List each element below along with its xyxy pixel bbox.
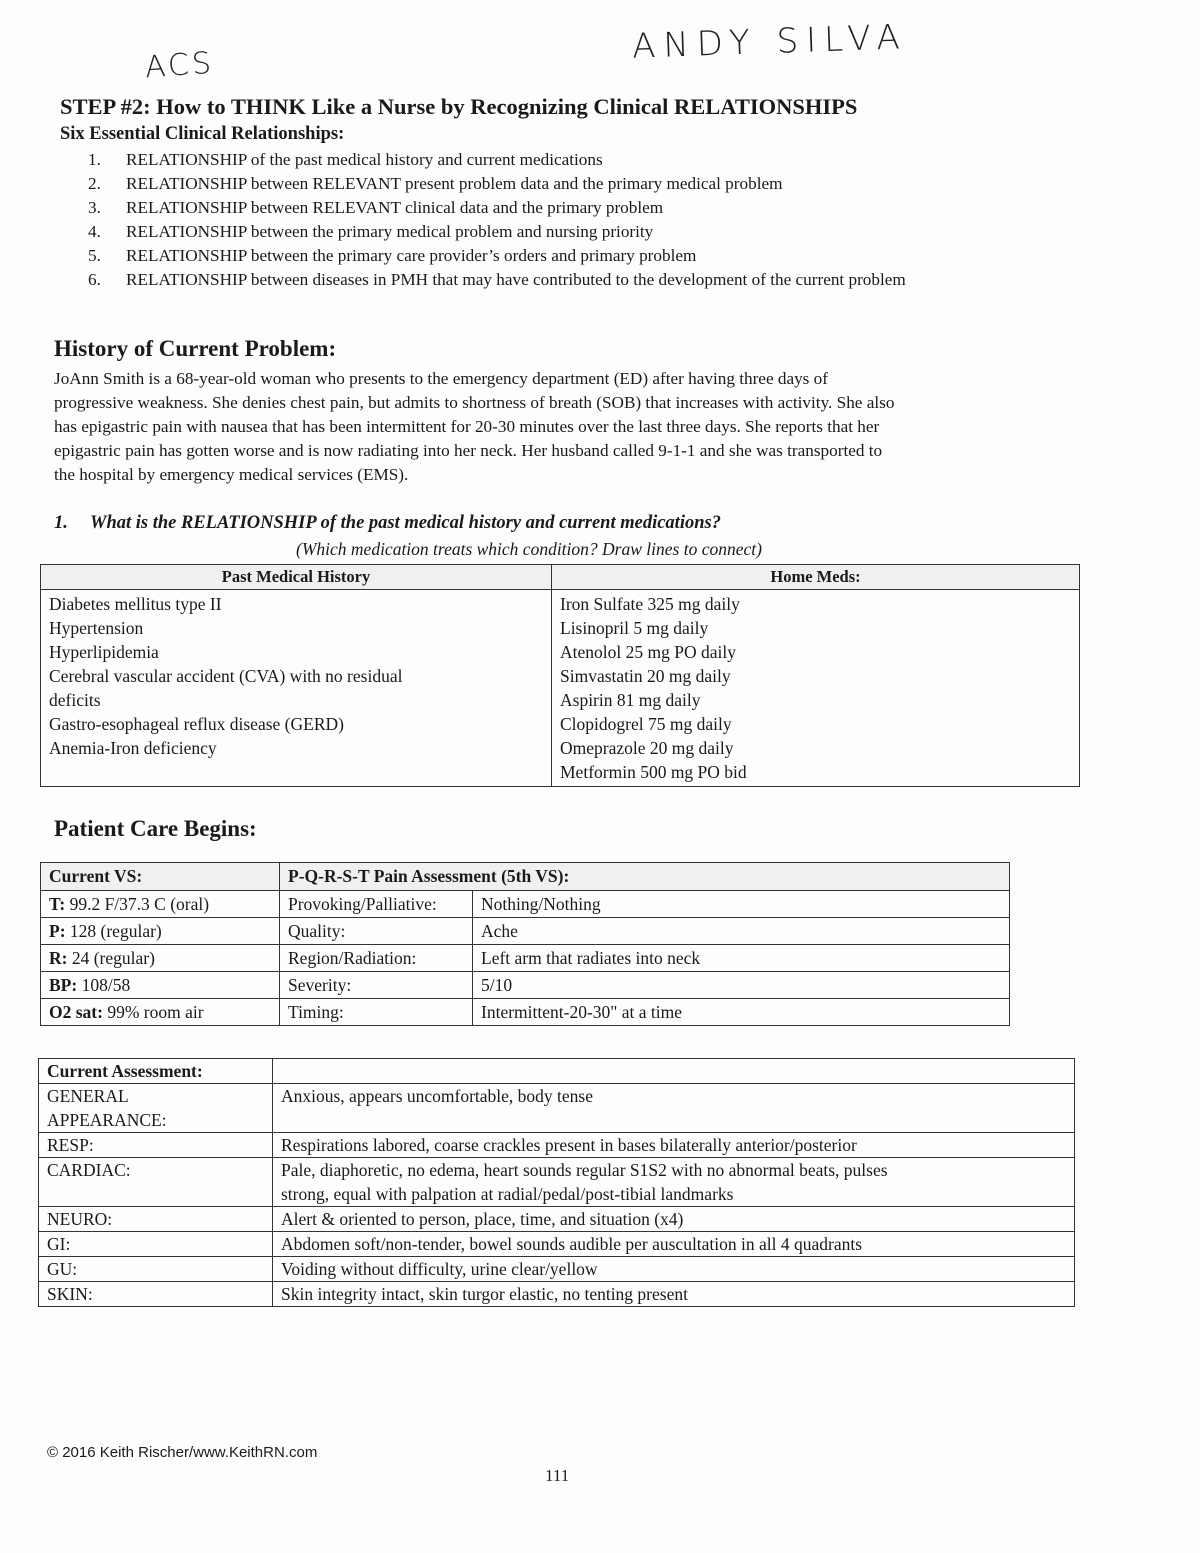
- question-1-hint: (Which medication treats which condition? Draw lines to connect): [296, 539, 762, 559]
- assessment-label: CARDIAC:: [39, 1158, 273, 1207]
- step-title: STEP #2: How to THINK Like a Nurse by Recognizing Clinical RELATIONSHIPS: [60, 94, 858, 119]
- history-heading: History of Current Problem:: [54, 336, 337, 361]
- med-item: Aspirin 81 mg daily: [560, 690, 701, 710]
- history-paragraph: JoAnn Smith is a 68-year-old woman who presents to the emergency department (ED) after having three days of progressive weakness. She denies chest pain, but admits to shortness of breath (SOB) that increases with activity. She also has epigastric pain with nausea that has been intermittent for 20-30 minutes over the last three days. She reports that her epigastric pain has gotten worse and is now radiating into her neck. Her husband called 9-1-1 and she was transported to the hospital by emergency medical services (EMS).: [54, 369, 895, 484]
- table-row: [41, 945, 1010, 972]
- pain-value: Nothing/Nothing: [473, 891, 1010, 918]
- pmh-meds-table: [40, 564, 1080, 787]
- med-item: Lisinopril 5 mg daily: [560, 618, 709, 638]
- assessment-label: GU:: [39, 1257, 273, 1282]
- assessment-label: GENERAL APPEARANCE:: [39, 1084, 273, 1133]
- pain-label: Provoking/Palliative:: [280, 891, 473, 918]
- assessment-value: Alert & oriented to person, place, time, and situation (x4): [273, 1207, 1075, 1232]
- vs-cell: T: 99.2 F/37.3 C (oral): [41, 891, 280, 918]
- copyright-footer: © 2016 Keith Rischer/www.KeithRN.com: [47, 1444, 318, 1461]
- relationship-item: 1. RELATIONSHIP of the past medical history and current medications: [88, 150, 603, 169]
- page-number: 111: [545, 1466, 570, 1485]
- pain-label: Severity:: [280, 972, 473, 999]
- relationships-list: [88, 148, 906, 292]
- relationship-item: 4. RELATIONSHIP between the primary medical problem and nursing priority: [88, 222, 654, 241]
- pain-label: Timing:: [280, 999, 473, 1026]
- table-row: [41, 999, 1010, 1026]
- vs-cell: O2 sat: 99% room air: [41, 999, 280, 1026]
- assessment-label: NEURO:: [39, 1207, 273, 1232]
- med-item: Metformin 500 mg PO bid: [560, 762, 747, 782]
- vs-cell: BP: 108/58: [41, 972, 280, 999]
- meds-cell: [552, 590, 1080, 787]
- med-item: Clopidogrel 75 mg daily: [560, 714, 732, 734]
- assessment-label: RESP:: [39, 1133, 273, 1158]
- assessment-value: Pale, diaphoretic, no edema, heart sounds regular S1S2 with no abnormal beats, pulses strong, equal with palpation at radial/pedal/post-tibial landmarks: [273, 1158, 1075, 1207]
- pmh-item: Hyperlipidemia: [49, 642, 159, 662]
- table-row: [39, 1158, 1075, 1207]
- assessment-label: GI:: [39, 1232, 273, 1257]
- pmh-item: deficits: [49, 690, 101, 710]
- med-item: Simvastatin 20 mg daily: [560, 666, 731, 686]
- pain-value: 5/10: [473, 972, 1010, 999]
- table-row: [39, 1084, 1075, 1133]
- pmh-item: Anemia-Iron deficiency: [49, 738, 217, 758]
- meds-header: Home Meds:: [552, 565, 1080, 590]
- assessment-header-blank: [273, 1059, 1075, 1084]
- table-row: [41, 918, 1010, 945]
- patient-care-heading: Patient Care Begins:: [54, 816, 257, 841]
- table-row: [39, 1232, 1075, 1257]
- question-1: 1. What is the RELATIONSHIP of the past medical history and current medications?: [54, 513, 721, 533]
- table-row: [39, 1133, 1075, 1158]
- med-item: Iron Sulfate 325 mg daily: [560, 594, 740, 614]
- pmh-item: Cerebral vascular accident (CVA) with no residual: [49, 666, 403, 686]
- assessment-value: Voiding without difficulty, urine clear/yellow: [273, 1257, 1075, 1282]
- pain-label: Region/Radiation:: [280, 945, 473, 972]
- table-row: [39, 1282, 1075, 1307]
- med-item: Atenolol 25 mg PO daily: [560, 642, 736, 662]
- pmh-header: Past Medical History: [41, 565, 552, 590]
- vitals-pain-table: [40, 862, 1010, 1026]
- relationship-item: 2. RELATIONSHIP between RELEVANT present problem data and the primary medical problem: [88, 174, 783, 193]
- handwritten-student-name: ANDY SILVA: [631, 17, 909, 67]
- relationships-subtitle: Six Essential Clinical Relationships:: [60, 124, 345, 144]
- table-row: [39, 1257, 1075, 1282]
- pain-value: Intermittent-20-30" at a time: [473, 999, 1010, 1026]
- assessment-value: Anxious, appears uncomfortable, body tense: [273, 1084, 1075, 1133]
- pmh-cell: [41, 590, 552, 787]
- current-assessment-table: [38, 1058, 1075, 1307]
- pain-value: Left arm that radiates into neck: [473, 945, 1010, 972]
- vs-cell: R: 24 (regular): [41, 945, 280, 972]
- pmh-item: Diabetes mellitus type II: [49, 594, 222, 614]
- relationship-item: 5. RELATIONSHIP between the primary care provider’s orders and primary problem: [88, 246, 697, 265]
- med-item: Omeprazole 20 mg daily: [560, 738, 734, 758]
- table-row: [41, 891, 1010, 918]
- pmh-item: Hypertension: [49, 618, 144, 638]
- pain-label: Quality:: [280, 918, 473, 945]
- assessment-value: Abdomen soft/non-tender, bowel sounds audible per auscultation in all 4 quadrants: [273, 1232, 1075, 1257]
- assessment-value: Respirations labored, coarse crackles present in bases bilaterally anterior/posterior: [273, 1133, 1075, 1158]
- relationship-item: 6. RELATIONSHIP between diseases in PMH that may have contributed to the development of the current problem: [88, 270, 906, 289]
- vs-cell: P: 128 (regular): [41, 918, 280, 945]
- assessment-header: Current Assessment:: [39, 1059, 273, 1084]
- pain-value: Ache: [473, 918, 1010, 945]
- pmh-item: Gastro-esophageal reflux disease (GERD): [49, 714, 344, 734]
- assessment-value: Skin integrity intact, skin turgor elastic, no tenting present: [273, 1282, 1075, 1307]
- vs-header: Current VS:: [41, 863, 280, 891]
- relationship-item: 3. RELATIONSHIP between RELEVANT clinical data and the primary problem: [88, 198, 664, 217]
- table-row: [41, 972, 1010, 999]
- pain-header: P-Q-R-S-T Pain Assessment (5th VS):: [280, 863, 1010, 891]
- assessment-label: SKIN:: [39, 1282, 273, 1307]
- handwritten-initials: ACS: [143, 45, 216, 86]
- table-row: [39, 1207, 1075, 1232]
